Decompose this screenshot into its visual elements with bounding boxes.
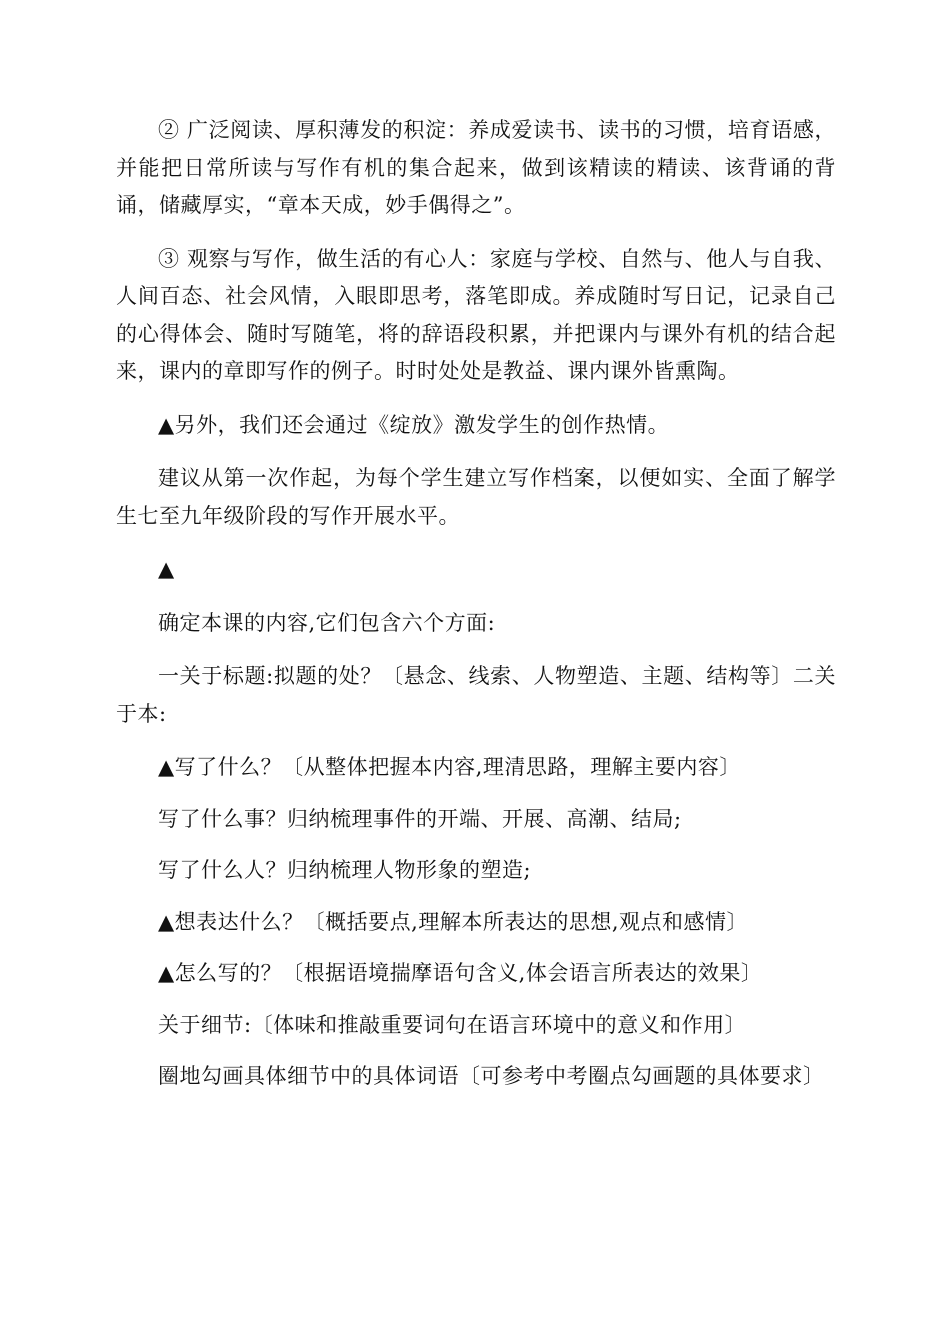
- paragraph-about-details: 关于细节:〔体味和推敲重要词句在语言环境中的意义和作用〕: [158, 1012, 747, 1037]
- paragraph-six-aspects: 确定本课的内容,它们包含六个方面:: [158, 610, 496, 635]
- paragraph-observation-writing: ③ 观察与写作，做生活的有心人：家庭与学校、自然与、他人与自我、人间百态、社会风情，入眼即思考，落笔即成。养成随时写日记，记录自己的心得体会、随时写随笔，将的辞语段积累，并把课内与课外有机的结合起来，课内的章即写作的例子。时时处处是教益、课内课外皆熏陶。: [116, 246, 836, 383]
- paragraph-writing-archive: 建议从第一次作起，为每个学生建立写作档案，以便如实、全面了解学生七至九年级阶段的写作开展水平。: [116, 466, 836, 528]
- paragraph-what-express: ▲想表达什么？〔概括要点,理解本所表达的思想,观点和感情〕: [158, 909, 748, 934]
- paragraph-what-written: ▲写了什么？〔从整体把握本内容,理清思路，理解主要内容〕: [158, 755, 741, 779]
- paragraph-triangle-marker: ▲: [158, 557, 175, 581]
- paragraph-about-title: 一关于标题:拟题的处？〔悬念、线索、人物塑造、主题、结构等〕二关于本:: [116, 664, 836, 726]
- paragraph-how-written: ▲怎么写的？〔根据语境揣摩语句含义,体会语言所表达的效果〕: [158, 961, 763, 985]
- paragraph-what-event: 写了什么事？归纳梳理事件的开端、开展、高潮、结局;: [158, 806, 682, 831]
- paragraph-reading-accumulation: ② 广泛阅读、厚积薄发的积淀：养成爱读书、读书的习惯，培育语感，并能把日常所读与写作有机的集合起来，做到该精读的精读、该背诵的背诵，储藏厚实，“章本天成，妙手偶得之”。: [116, 118, 836, 217]
- paragraph-what-person: 写了什么人？归纳梳理人物形象的塑造;: [158, 858, 532, 882]
- paragraph-blossom-note: ▲另外，我们还会通过《绽放》激发学生的创作热情。: [158, 412, 670, 437]
- document-page: [116, 112, 836, 1112]
- paragraph-circle-words: 圈地勾画具体细节中的具体词语〔可参考中考圈点勾画题的具体要求〕: [158, 1064, 825, 1088]
